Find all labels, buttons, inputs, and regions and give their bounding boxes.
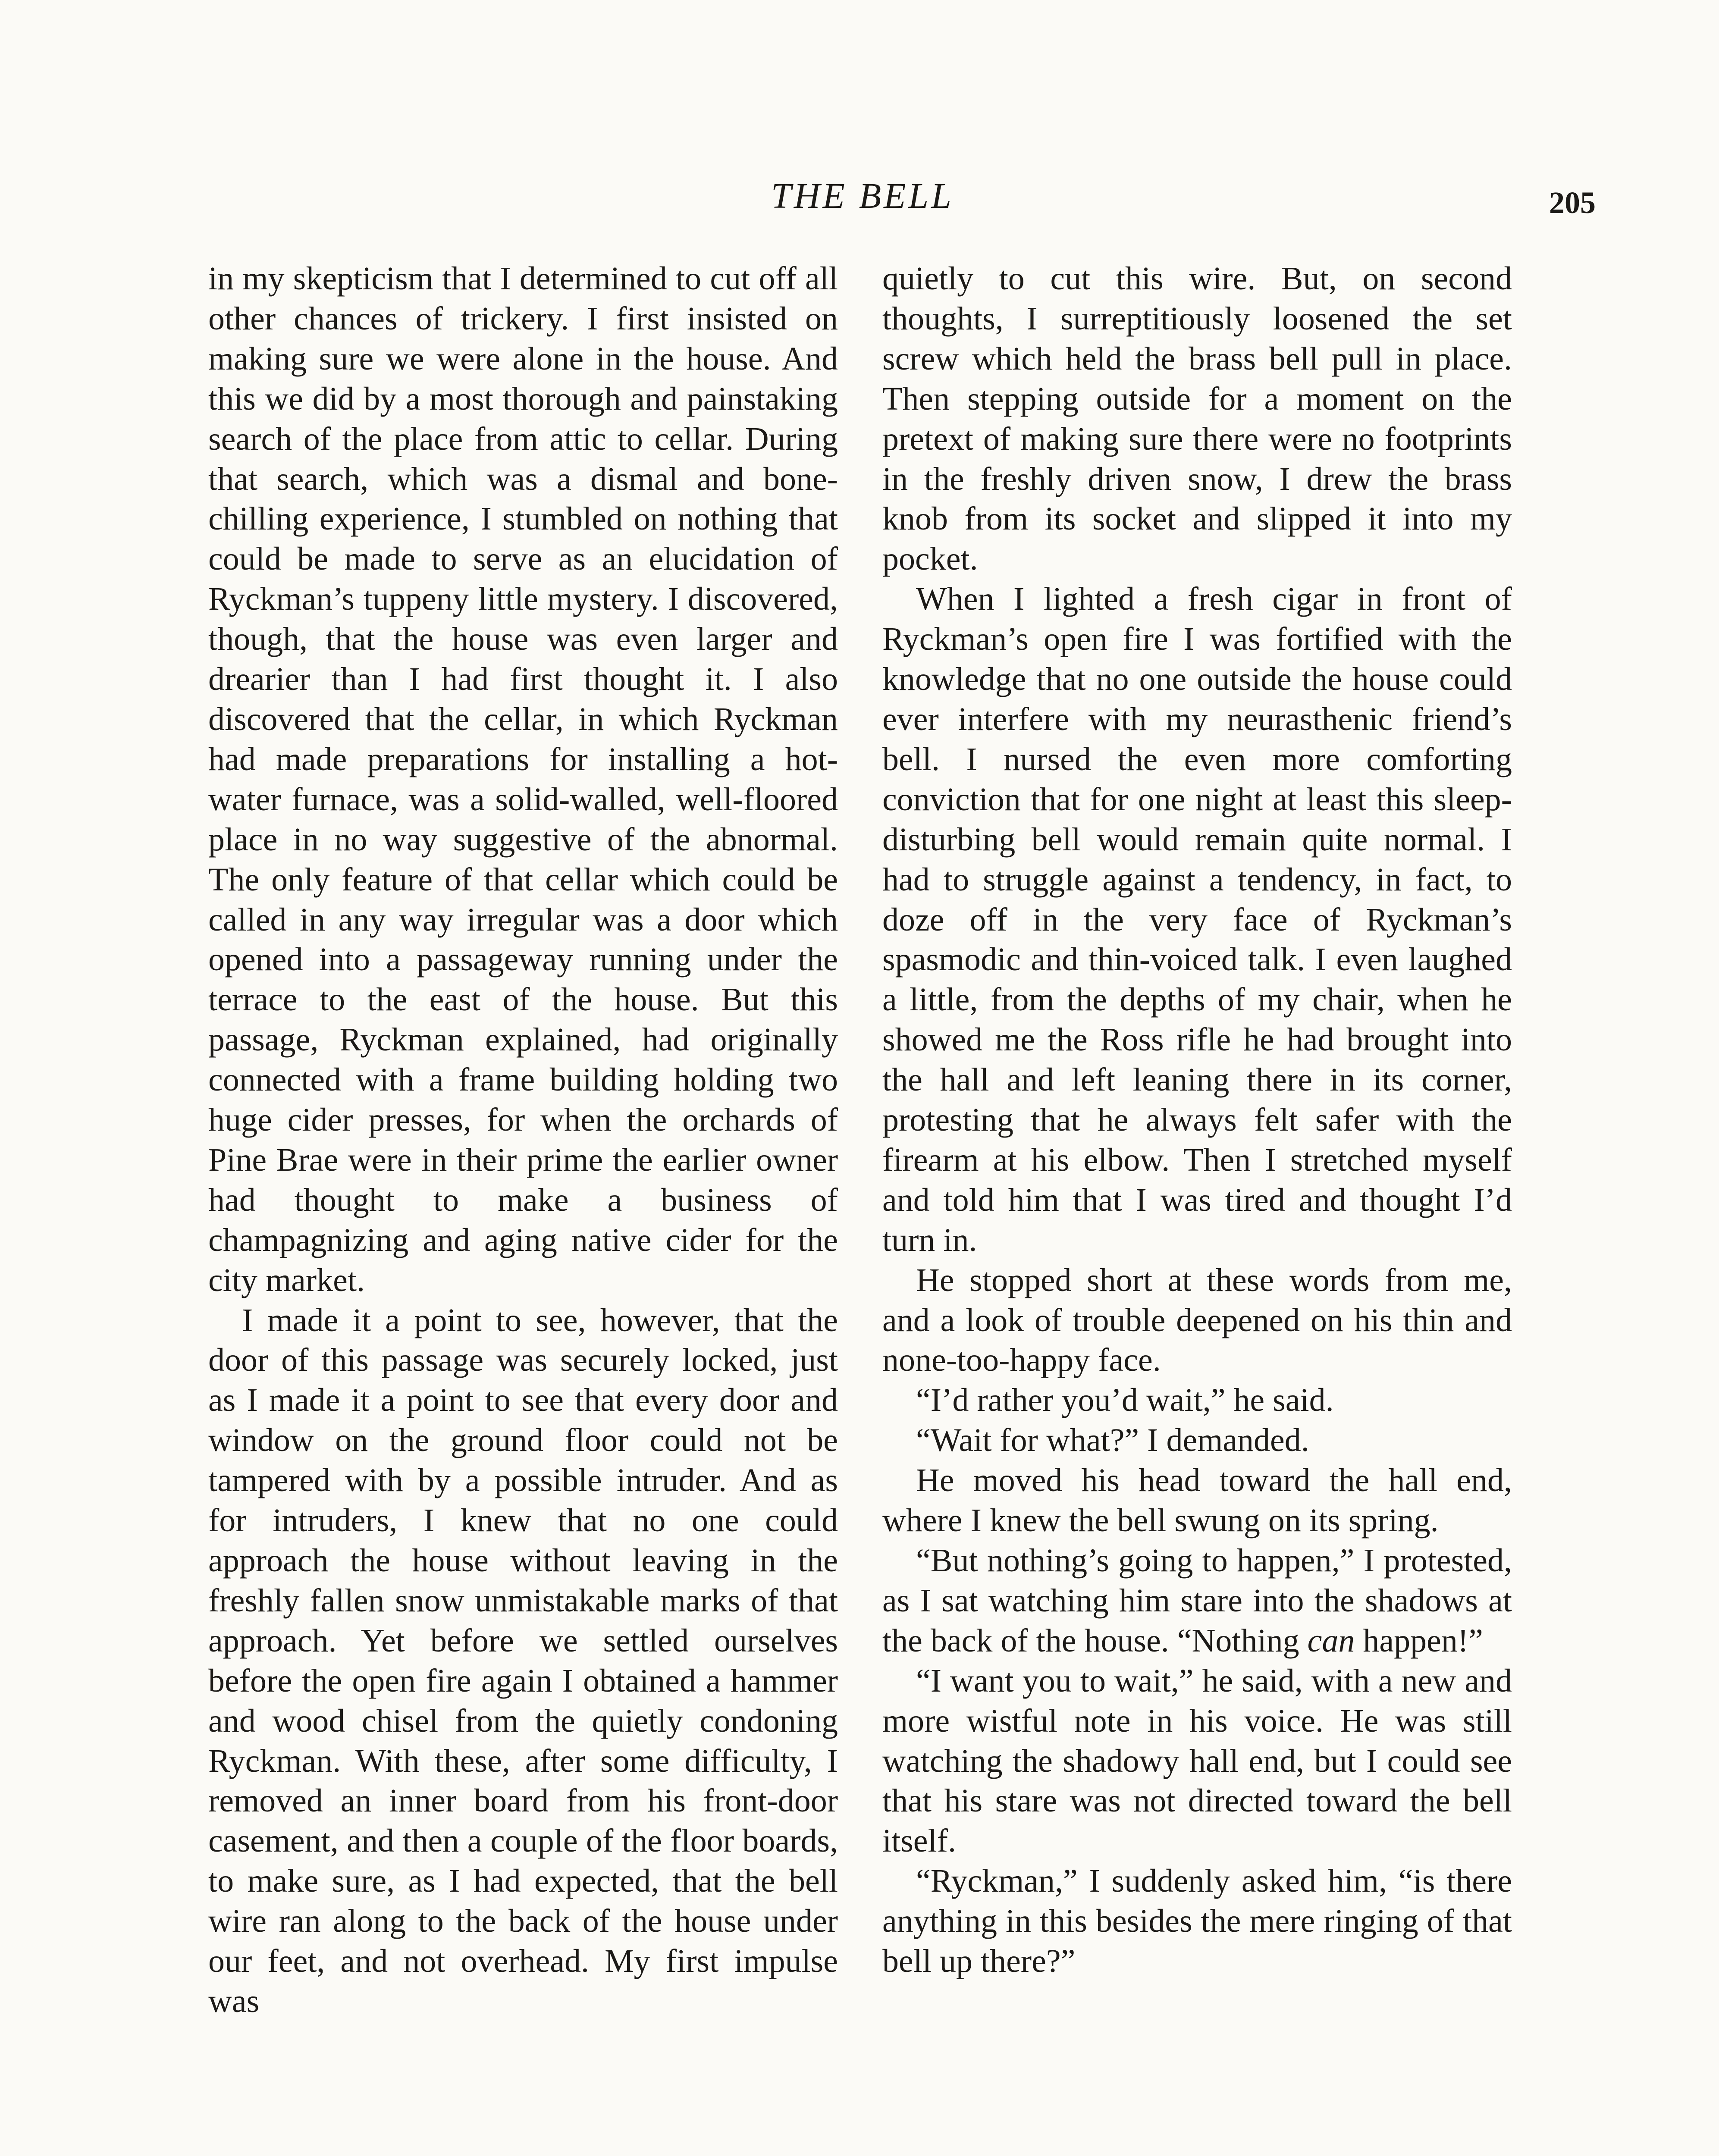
- paragraph: “I’d rather you’d wait,” he said.: [916, 1382, 1334, 1419]
- left-text-column: [208, 259, 838, 2021]
- page-number: 205: [1549, 185, 1596, 220]
- paragraph: I made it a point to see, however, that the door of this passage was securely locked, just as I made it a point to see that every door and window on the ground floor could not be tampered with by a possible intruder. And as for intruders, I knew that no one could approach the house without leaving in the freshly fallen snow unmistakable marks of that approach. Yet before we settled ourselves before the open fire again I obtained a hammer and wood chisel from the quietly condoning Ryckman. With these, after some difficulty, I removed an inner board from his front-door casement, and then a couple of the floor boards, to make sure, as I had expected, that the bell wire ran along to the back of the house under our feet, and not overhead. My first impulse was: [208, 1302, 838, 2019]
- paragraph: “Wait for what?” I demanded.: [916, 1422, 1309, 1459]
- paragraph: He stopped short at these words from me, and a look of trouble deepened on his thin and none-too-happy face.: [882, 1262, 1512, 1379]
- right-text-column: [882, 259, 1512, 1981]
- emphasis-text: can: [1307, 1622, 1355, 1659]
- paragraph: “I want you to wait,” he said, with a new and more wistful note in his voice. He was still watching the shadowy hall end, but I could see that his stare was not directed toward the bell itself.: [882, 1662, 1512, 1859]
- running-title: THE BELL: [771, 176, 954, 216]
- paragraph-text: happen!”: [1355, 1622, 1483, 1659]
- paragraph: He moved his head toward the hall end, where I knew the bell swung on its spring.: [882, 1462, 1512, 1539]
- paragraph: in my skepticism that I determined to cut off all other chances of trickery. I first insisted on making sure we were alone in the house. And this we did by a most thorough and painstaking search of the place from attic to cellar. During that search, which was a dismal and bone-chilling experience, I stumbled on nothing that could be made to serve as an elucidation of Ryckman’s tuppeny little mystery. I discovered, though, that the house was even larger and drearier than I had first thought it. I also discovered that the cellar, in which Ryckman had made preparations for installing a hot-water furnace, was a solid-walled, well-floored place in no way suggestive of the abnormal. The only feature of that cellar which could be called in any way irregular was a door which opened into a passageway running under the terrace to the east of the house. But this passage, Ryckman explained, had originally connected with a frame building holding two huge cider presses, for when the orchards of Pine Brae were in their prime the earlier owner had thought to make a business of champagnizing and aging native cider for the city market.: [208, 260, 838, 1298]
- paragraph: When I lighted a fresh cigar in front of Ryckman’s open fire I was fortified with the knowledge that no one outside the house could ever interfere with my neurasthenic friend’s bell. I nursed the even more comforting conviction that for one night at least this sleep-disturbing bell would remain quite normal. I had to struggle against a tendency, in fact, to doze off in the very face of Ryckman’s spasmodic and thin-voiced talk. I even laughed a little, from the depths of my chair, when he showed me the Ross rifle he had brought into the hall and left leaning there in its corner, protesting that he always felt safer with the firearm at his elbow. Then I stretched myself and told him that I was tired and thought I’d turn in.: [882, 581, 1512, 1258]
- paragraph: “Ryckman,” I suddenly asked him, “is there anything in this besides the mere ringing of that bell up there?”: [882, 1863, 1512, 1980]
- paragraph: quietly to cut this wire. But, on second thoughts, I surreptitiously loosened the set screw which held the brass bell pull in place. Then stepping outside for a moment on the pretext of making sure there were no footprints in the freshly driven snow, I drew the brass knob from its socket and slipped it into my pocket.: [882, 260, 1512, 577]
- paragraph-text: “But nothing’s going to happen,” I protested, as I sat watching him stare into the shadows at the back of the house. “Nothing: [882, 1542, 1512, 1659]
- paragraph: [882, 1541, 1512, 1661]
